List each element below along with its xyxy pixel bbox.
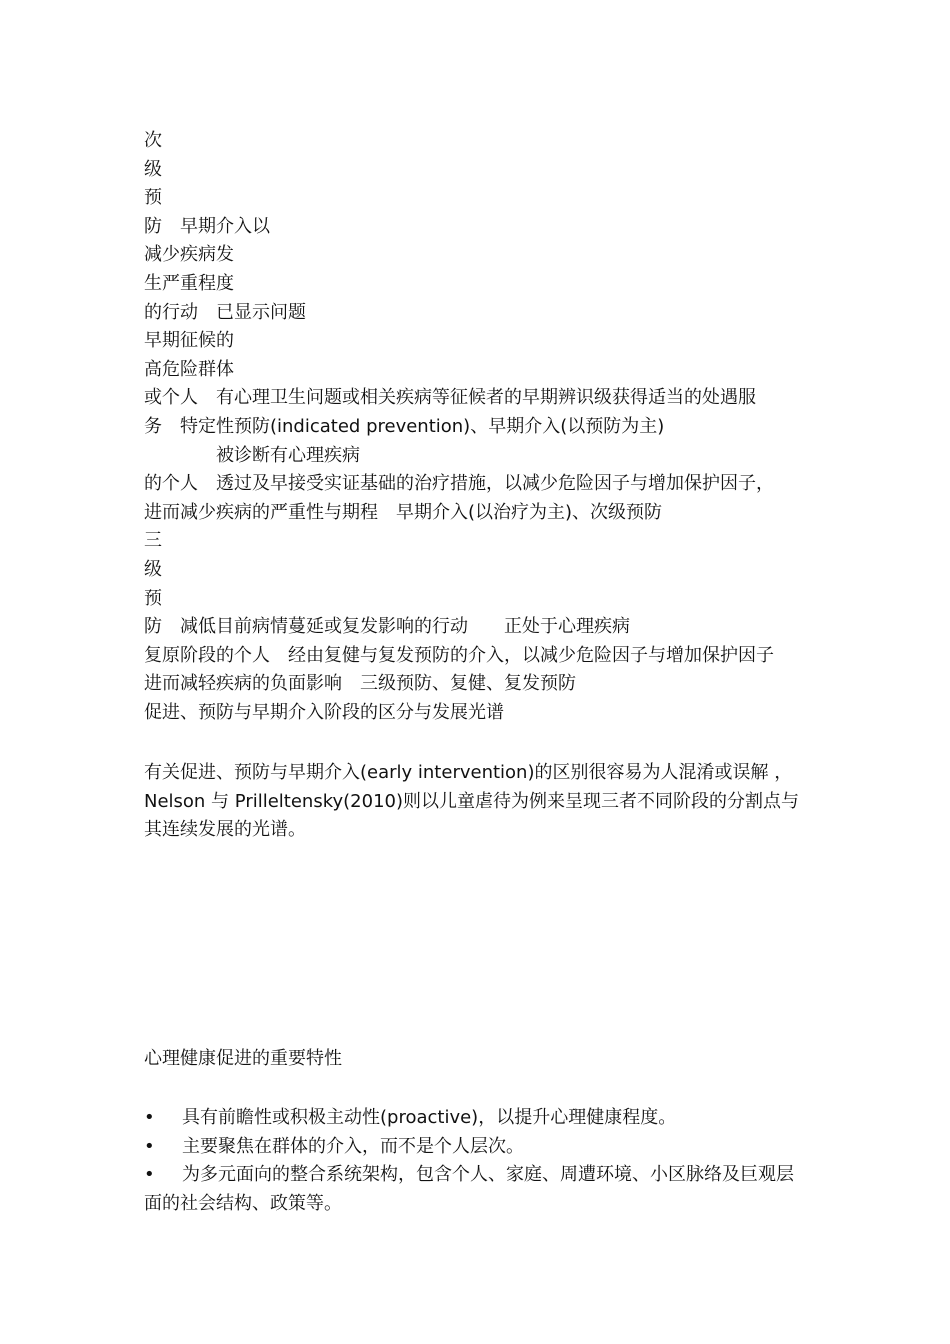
paragraph-line: 有关促进、预防与早期介入(early intervention)的区别很容易为人混淆或误解 ， [144,762,793,783]
table-line: 复原阶段的个人 经由复健与复发预防的介入，以减少危险因子与增加保护因子 [144,644,774,666]
intro-paragraph [144,759,814,845]
table-line: 防 早期介入以 [144,215,270,237]
bullet-icon: • [144,1164,155,1186]
table-line: 预 [144,587,162,609]
section-heading: 心理健康促进的重要特性 [144,1048,342,1069]
table-line: 防 减低目前病情蔓延或复发影响的行动 正处于心理疾病 [144,616,630,638]
list-item-text: 主要聚焦在群体的介入，而不是个人层次。 [182,1135,524,1157]
table-line: 级 [144,158,162,180]
paragraph-line: Nelson 与 Prilleltensky(2010)则以儿童虐待为例来呈现三者不同阶段的分割点与 [144,790,800,812]
bullet-icon: • [144,1135,155,1157]
list-item-text: 为多元面向的整合系统架构，包含个人、家庭、周遭环境、小区脉络及巨观层 [182,1164,794,1186]
list-item [144,1104,814,1133]
table-line: 次 [144,130,162,151]
paragraph-line: 其连续发展的光谱。 [144,819,306,841]
table-line: 高危险群体 [144,358,234,380]
table-caption: 促进、预防与早期介入阶段的区分与发展光谱 [144,701,504,723]
table-line: 减少疾病发 [144,244,234,266]
table-line: 被诊断有心理疾病 [144,444,360,466]
table-line: 三 [144,530,162,552]
list-item-text: 具有前瞻性或积极主动性(proactive)，以提升心理健康程度。 [182,1107,677,1128]
prevention-table-text [144,127,814,727]
table-line: 的行动 已显示问题 [144,301,306,323]
table-line: 进而减少疾病的严重性与期程 早期介入(以治疗为主)、次级预防 [144,501,663,523]
list-item [144,1133,814,1162]
feature-bullet-list [144,1104,814,1218]
table-line: 预 [144,187,162,209]
table-line: 级 [144,558,162,580]
table-line: 的个人 透过及早接受实证基础的治疗措施，以减少危险因子与增加保护因子， [144,473,774,495]
list-item-continuation: 面的社会结构、政策等。 [144,1192,342,1214]
table-line: 或个人 有心理卫生问题或相关疾病等征候者的早期辨识级获得适当的处遇服 [144,387,756,409]
table-line: 务 特定性预防(indicated prevention)、早期介入(以预防为主) [144,415,665,437]
table-line: 早期征候的 [144,330,234,352]
table-line: 生严重程度 [144,272,234,294]
bullet-icon: • [144,1107,155,1128]
list-item [144,1161,814,1190]
table-line: 进而减轻疾病的负面影响 三级预防、复健、复发预防 [144,673,576,695]
